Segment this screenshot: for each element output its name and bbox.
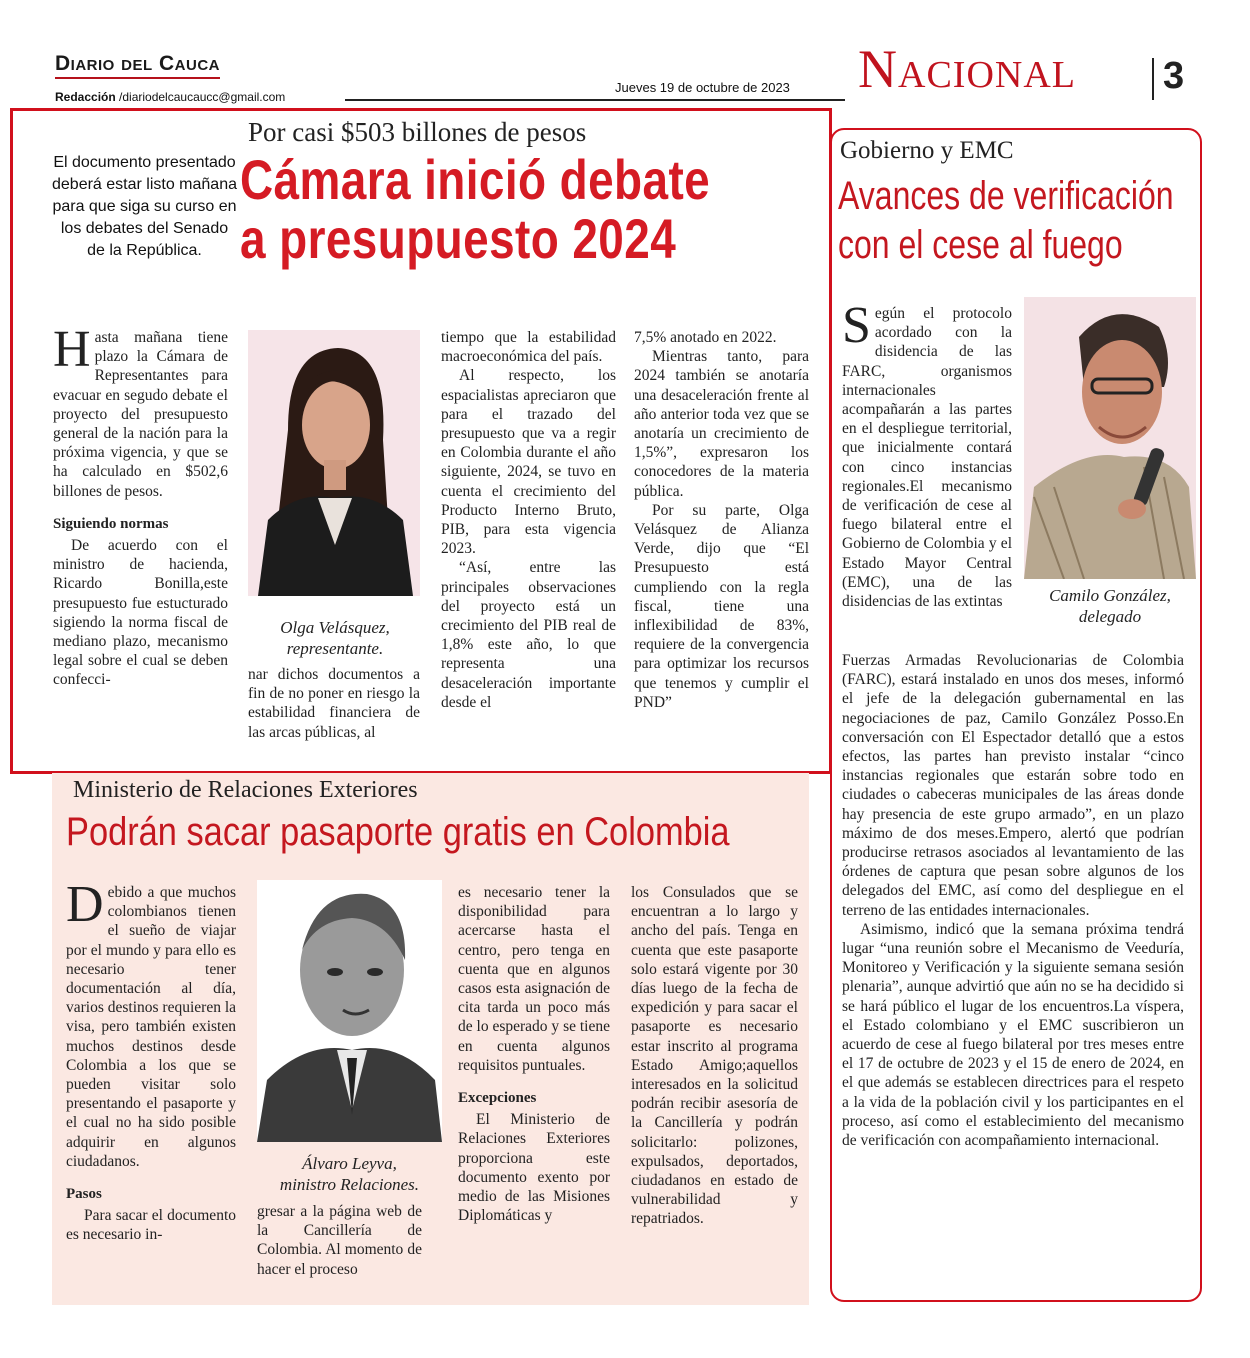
article2-dropcap: D [66, 876, 104, 933]
article1-col2-p1: nar dichos documentos a fin de no poner en riesgo la estabilidad financiera de las arcas públicas, al [248, 666, 420, 741]
article2-photo [257, 880, 442, 1142]
man-with-microphone-icon [1024, 297, 1196, 579]
issue-date: Jueves 19 de octubre de 2023 [615, 80, 790, 95]
redaccion-line [55, 90, 285, 104]
caption-role: representante. [286, 639, 384, 658]
caption-name: Camilo González, [1049, 586, 1171, 605]
newspaper-name: Diario del Cauca [55, 52, 220, 79]
article1-subhead: Siguiendo normas [53, 515, 169, 532]
article1-kicker: Por casi $503 billones de pesos [248, 117, 587, 147]
article2-col3-p2: El Ministerio de Relaciones Exteriores proporciona este documento exento por medio de las Misiones Diplomáticas y [458, 1111, 610, 1225]
article3-headline [838, 172, 1174, 270]
article3-headline-line1: Avances de verificación [838, 174, 1174, 218]
caption-role: ministro Relaciones. [279, 1175, 420, 1194]
article2-subhead-excepciones: Excepciones [458, 1090, 537, 1107]
man-portrait-icon [257, 880, 442, 1142]
article1-col3-p3: “Así, entre las principales observaciones del proyecto está un crecimiento del PIB real de 1,8% este año, lo que representa una desaceleración importante desde el [441, 559, 616, 711]
redaccion-label: Redacción [55, 90, 116, 104]
article3-narrow-p1: egún el protocolo acordado con la disidencia de las FARC, organismos internacionales acompañarán a las partes en el despliegue territorial, que inicialmente contará con cinco instancias regionales.El mecanismo de verificación de cese al fuego bilateral entre el Gobierno de Colombia y el Estado Mayor Central (EMC), una de las disidencias de las extintas [842, 305, 1012, 611]
article1-headline [240, 150, 716, 268]
article1-col1-p2: De acuerdo con el ministro de hacienda, Ricardo Bonilla,este presupuesto fue estucturado sigiendo la norma fiscal de mediano plazo, mecanismo legal sobre el cual se deben confecci- [53, 537, 228, 689]
article3-dropcap: S [842, 297, 871, 354]
article3-photo-caption [1024, 585, 1196, 627]
article2-kicker: Ministerio de Relaciones Exteriores [73, 777, 418, 803]
article3-photo [1024, 297, 1196, 579]
section-title: Nacional [858, 39, 1076, 99]
article1-photo-caption [250, 617, 420, 659]
article1-headline-line1: Cámara inició debate [240, 148, 711, 211]
article2-headline: Podrán sacar pasaporte gratis en Colombia [66, 810, 730, 854]
article3-headline-line2: con el cese al fuego [838, 223, 1123, 267]
header-rule [345, 99, 845, 101]
article3-wide-p2: Asimismo, indicó que la semana próxima tendrá lugar “una reunión sobre el Mecanismo de Veeduría, Monitoreo y Verificación y la siguiente semana sesión plenaria”, aunque advirtió que aún no se ha decidido si se hará público el lugar de los encuentros.La víspera, el Estado colombiano y el EMC suscribieron un acuerdo de cese al fuego bilateral por tres meses entre el 17 de octubre de 2023 y el 15 de enero de 2024, en el que además se establecen directrices para el respeto a la vida de la población civil y los participantes en el proceso, así como el establecimiento del mecanismo de verificación con acompañamiento internacional. [842, 920, 1184, 1150]
caption-name: Olga Velásquez, [280, 618, 390, 637]
article2-col1 [66, 876, 237, 1245]
article2-col4-p1: los Consulados que se encuentran a lo largo y ancho del país. Tenga en cuenta que este pasaporte solo estará vigente por 30 días luego de la fecha de expedición y para sacar el pasaporte es necesario estar inscrito al programa Estado Amigo;aquellos interesados en la solicitud podrán recibir asesoría de la Cancillería y podrán solicitarlo: polizones, expulsados, deportados, ciudadanos en estado de vulnerabilidad y repatriados. [631, 884, 798, 1228]
article3-wide-col [842, 651, 1184, 1150]
section-divider [1152, 58, 1154, 100]
article1-photo [248, 330, 420, 596]
article1-col4-p1: 7,5% anotado en 2022. [634, 329, 777, 346]
article2-col3 [458, 883, 610, 1225]
caption-role: delegado [1078, 607, 1142, 626]
article2-subhead-pasos: Pasos [66, 1186, 102, 1203]
article1-col3-p2: Al respecto, los espacialistas apreciaron que para el trazado del presupuesto que va a regir en Colombia durante el año siguiente, 2024, se tuvo en cuenta el crecimiento del Producto Interno Bruto, PIB, para esta vigencia 2023. [441, 367, 616, 558]
article3-narrow-col [842, 297, 1012, 611]
article2-photo-caption [257, 1153, 442, 1195]
article2-col2 [257, 1202, 422, 1279]
article2-col3-p1: es necesario tener la disponibilidad para acercarse hasta el centro, pero tenga en cuenta que en algunos casos esta asignación de cita tarda un poco más de lo esperado y se tiene en cuenta algunos requisitos puntuales. [458, 884, 610, 1074]
article1-dropcap: H [53, 321, 91, 378]
article1-col2 [248, 665, 420, 742]
article1-col4 [634, 328, 809, 712]
article1-col3-p1: tiempo que la estabilidad macroeconómica del país. [441, 329, 616, 366]
article1-deck: El documento presentado deberá estar listo mañana para que siga su curso en los debates del Senado de la República. [52, 154, 237, 259]
woman-portrait-icon [248, 330, 420, 596]
article3-kicker: Gobierno y EMC [840, 137, 1014, 164]
caption-name: Álvaro Leyva, [302, 1154, 397, 1173]
article1-headline-line2: a presupuesto 2024 [240, 207, 677, 270]
redaccion-email: /diariodelcaucaucc@gmail.com [115, 90, 286, 104]
page-number: 3 [1163, 55, 1185, 97]
article3-wide-p1: Fuerzas Armadas Revolucionarias de Colombia (FARC), estará instalado en unos dos meses, informó el jefe de la delegación gubernamental en las negociaciones de paz, Camilo González Posso.En conversación con El Espectador detalló que a estos efectos, las partes han previsto instalar “cinco instancias regionales que estarán sobre todo en ciudades o cabeceras municipales de las áreas donde hay presencia de este grupo armado”, en un plazo máximo de dos meses.Empero, alertó que podrían producirse retrasos asociados al levantamiento de las órdenes de captura que pesan sobre algunos de los delegados del EMC, así como del despliegue en el terreno de las entidades internacionales. [842, 652, 1184, 919]
article2-col4 [631, 883, 798, 1229]
article1-col3 [441, 328, 616, 712]
article2-col1-p1: ebido a que muchos colombianos tienen el sueño de viajar por el mundo y para ello es necesario tener documentación al día, varios destinos requieren la visa, pero también existen muchos destinos desde Colombia a los que se pueden visitar solo presentando el pasaporte y el cual no ha sido posible adquirir en algunos ciudadanos. [66, 884, 237, 1170]
article1-col4-p2: Mientras tanto, para 2024 también se anotaría una desaceleración frente al año anterior toda vez que se anotaría un crecimiento de 1,5%”, expresaron los conocedores de la materia pública. [634, 348, 809, 500]
article2-col2-p1: gresar a la página web de la Cancillería de Colombia. Al momento de hacer el proceso [257, 1203, 422, 1278]
article1-col1 [53, 321, 228, 690]
article1-col4-p3: Por su parte, Olga Velásquez de Alianza Verde, dijo que “El Presupuesto está cumpliendo con la regla fiscal, tiene una inflexibilidad de 83%, requiere de la convergencia para optimizar los recursos que tenemos y cumplir el PND” [634, 501, 809, 711]
article2-col1-p2: Para sacar el documento es necesario in- [66, 1207, 236, 1244]
article1-col1-p1: asta mañana tiene plazo la Cámara de Representantes para evacuar en segudo debate el proyecto del presupuesto general de la nación para la próxima vigencia, y que se ha calculado en $502,6 billones de pesos. [53, 329, 228, 500]
